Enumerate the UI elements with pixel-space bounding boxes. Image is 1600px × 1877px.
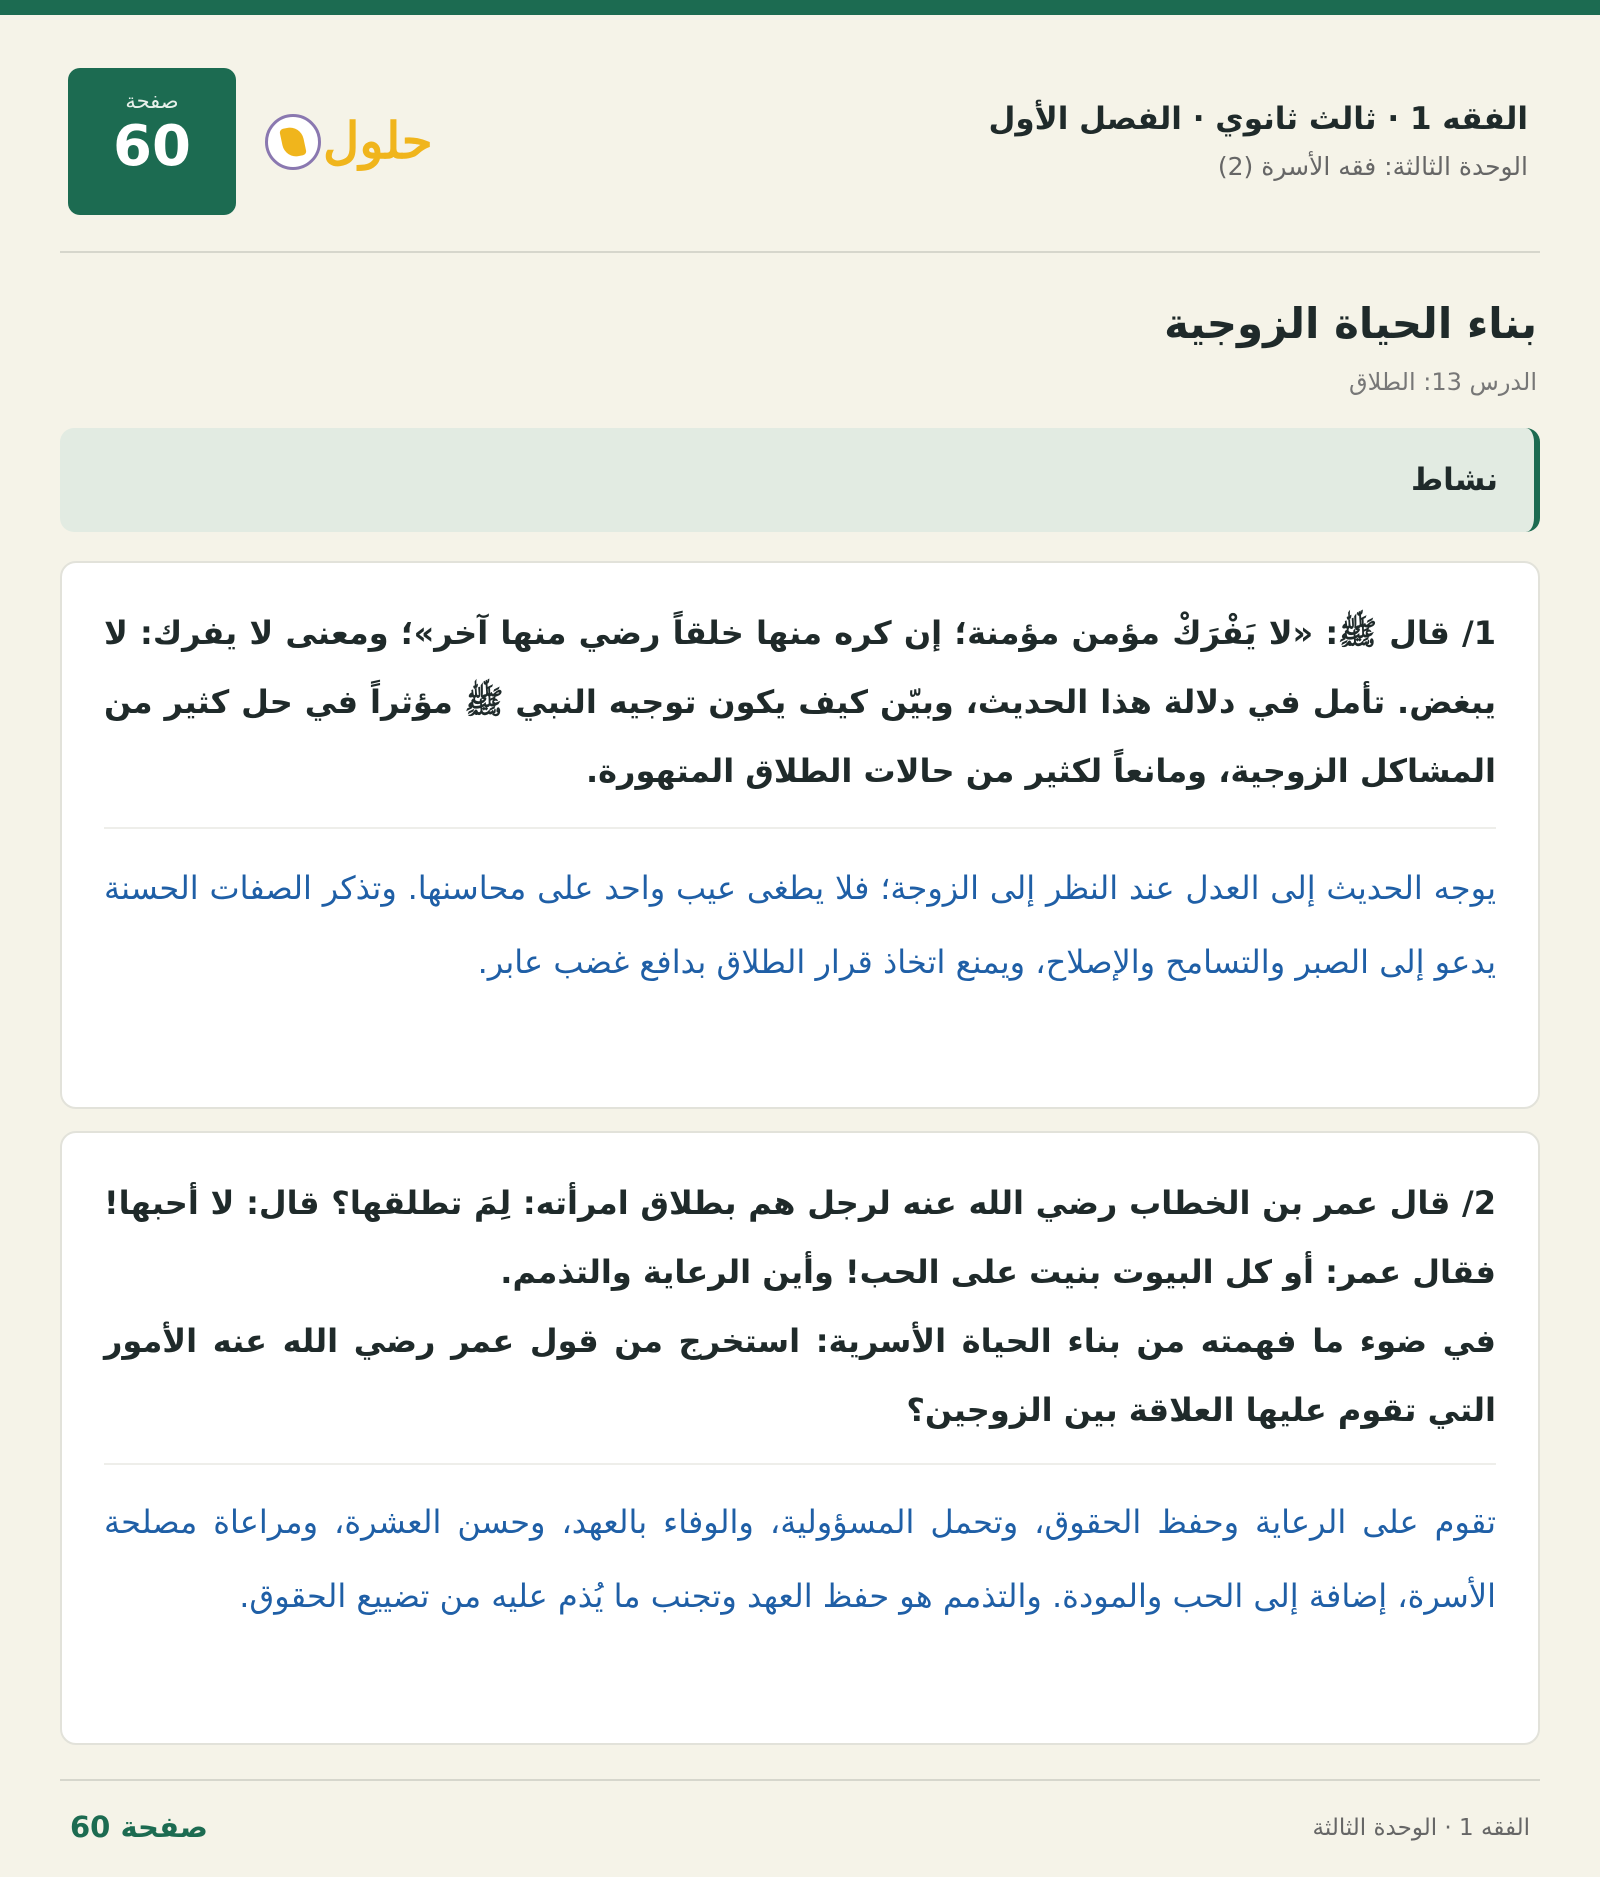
activity-banner	[60, 428, 1540, 532]
lesson-subtitle: الدرس 13: الطلاق	[1349, 368, 1537, 396]
answer-text: تقوم على الرعاية وحفظ الحقوق، وتحمل المسؤولية، والوفاء بالعهد، وحسن العشرة، ومراعاة مصلحة الأسرة، إضافة إلى الحب والمودة. والتذمم هو حفظ العهد وتجنب ما يُذم عليه من تضييع الحقوق.	[104, 1503, 1496, 1615]
footer-book-unit: الفقه 1 · الوحدة الثالثة	[1312, 1815, 1530, 1841]
question-card-2	[60, 1131, 1540, 1745]
header-divider	[60, 251, 1540, 253]
page-header	[60, 68, 1540, 216]
question-card-1	[60, 561, 1540, 1109]
footer-divider	[60, 1779, 1540, 1781]
page-label: صفحة	[125, 89, 179, 113]
lesson-title: بناء الحياة الزوجية	[1164, 299, 1537, 348]
page-number: 60	[113, 114, 191, 179]
page-number-badge	[68, 68, 236, 215]
brand-logo	[265, 111, 445, 176]
book-title: الفقه 1 · ثالث ثانوي · الفصل الأول	[988, 101, 1528, 137]
header-text	[988, 98, 1528, 184]
question-answer-divider	[104, 827, 1496, 829]
question-prompt: في ضوء ما فهمته من بناء الحياة الأسرية: استخرج من قول عمر رضي الله عنه الأمور التي تقوم عليها العلاقة بين الزوجين؟	[104, 1322, 1496, 1429]
footer-page-number: صفحة 60	[70, 1810, 208, 1844]
question-answer-divider	[104, 1463, 1496, 1465]
activity-label: نشاط	[1410, 462, 1498, 498]
unit-subtitle: الوحدة الثالثة: فقه الأسرة (2)	[1217, 152, 1528, 181]
answer-text: يوجه الحديث إلى العدل عند النظر إلى الزوجة؛ فلا يطغى عيب واحد على محاسنها. وتذكر الصفات الحسنة يدعو إلى الصبر والتسامح والإصلاح، ويمنع اتخاذ قرار الطلاق بدافع غضب عابر.	[104, 869, 1496, 981]
logo-icon	[265, 114, 321, 170]
question-text: 1/ قال ﷺ: «لا يَفْرَكْ مؤمن مؤمنة؛ إن كره منها خلقاً رضي منها آخر»؛ ومعنى لا يفرك: لا يبغض. تأمل في دلالة هذا الحديث، وبيّن كيف يكون توجيه النبي ﷺ مؤثراً في حل كثير من المشاكل الزوجية، ومانعاً لكثير من حالات الطلاق المتهورة.	[104, 614, 1496, 790]
question-text: 2/ قال عمر بن الخطاب رضي الله عنه لرجل هم بطلاق امرأته: لِمَ تطلقها؟ قال: لا أحبها! فقال عمر: أو كل البيوت بنيت على الحب! وأين الرعاية والتذمم.	[104, 1184, 1496, 1291]
brand-name: حلول	[323, 111, 433, 170]
top-color-strip	[0, 0, 1600, 15]
